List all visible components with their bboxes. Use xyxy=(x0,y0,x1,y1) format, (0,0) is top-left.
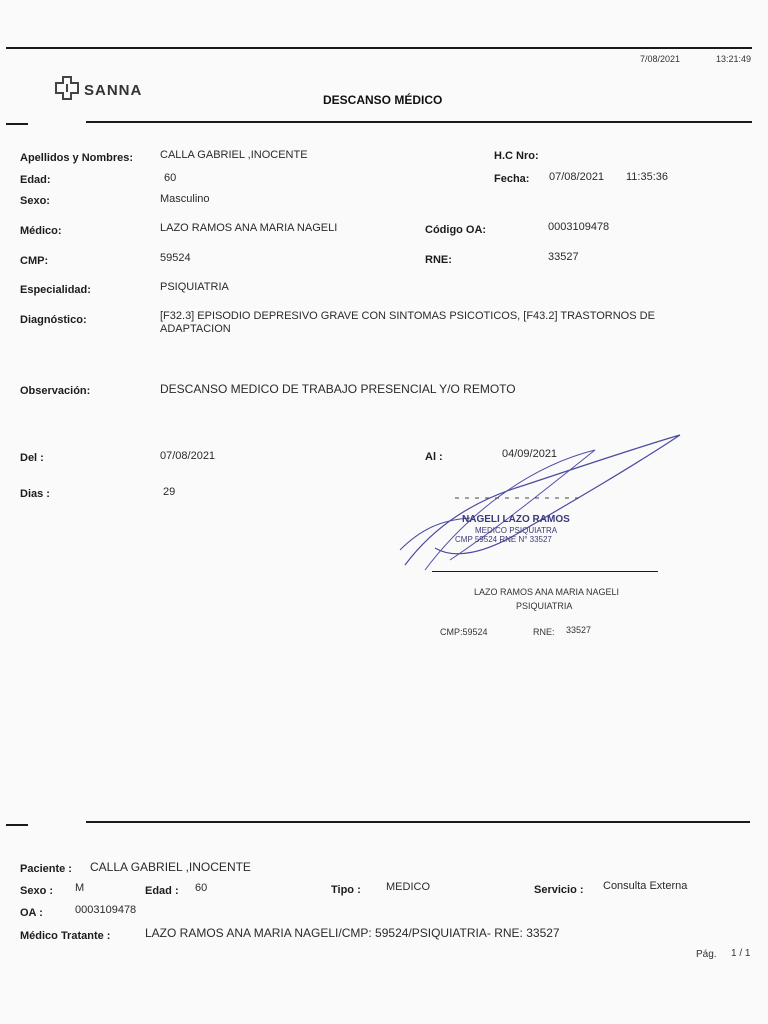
signature-area xyxy=(395,430,695,585)
rne-value: 33527 xyxy=(548,251,579,263)
footer-service-label: Servicio : xyxy=(534,884,584,896)
page-number: 1 / 1 xyxy=(731,948,751,959)
page-label: Pág. xyxy=(696,949,717,960)
specialty-value: PSIQUIATRIA xyxy=(160,281,229,293)
footer-rule-left xyxy=(6,824,28,826)
print-time: 13:21:49 xyxy=(716,54,752,64)
observation-label: Observación: xyxy=(20,385,91,397)
diagnosis-label: Diagnóstico: xyxy=(20,314,87,326)
top-rule xyxy=(6,47,752,49)
hc-label: H.C Nro: xyxy=(494,150,539,162)
specialty-label: Especialidad: xyxy=(20,284,91,296)
to-value: 04/09/2021 xyxy=(502,448,558,460)
age-label: Edad: xyxy=(20,174,51,186)
cmp-label: CMP: xyxy=(20,255,49,267)
footer-oa-label: OA : xyxy=(20,907,43,919)
footer-patient: CALLA GABRIEL ,INOCENTE xyxy=(90,860,251,874)
handwritten-signature xyxy=(395,430,695,580)
footer-sex-label: Sexo : xyxy=(20,885,54,897)
rne-label: RNE: xyxy=(425,254,452,266)
footer-rule xyxy=(86,821,750,823)
stamp-line-1: NAGELI LAZO RAMOS xyxy=(462,514,570,525)
footer-type: MEDICO xyxy=(386,881,430,893)
brand-logo xyxy=(54,76,142,105)
sex-value: Masculino xyxy=(160,193,210,205)
doctor-label: Médico: xyxy=(20,225,62,237)
signature-rne-label: RNE: xyxy=(533,627,555,637)
cmp-value: 59524 xyxy=(160,252,191,264)
to-label: Al : xyxy=(425,451,443,463)
document-title: DESCANSO MÉDICO xyxy=(323,93,443,107)
stamp-line-2: MEDICO PSIQUIATRA xyxy=(475,526,558,535)
brand-name: SANNA xyxy=(84,82,143,99)
signature-line xyxy=(432,571,658,572)
footer-type-label: Tipo : xyxy=(331,884,361,896)
from-label: Del : xyxy=(20,452,44,464)
header-rule-left xyxy=(6,123,28,125)
signature-cmp: CMP:59524 xyxy=(440,627,488,637)
print-date: 7/08/2021 xyxy=(640,54,681,64)
stamp-line-3: CMP 59524 RNE N° 33527 xyxy=(455,535,552,544)
footer-doctor: LAZO RAMOS ANA MARIA NAGELI/CMP: 59524/PSIQUIATRIA- RNE: 33527 xyxy=(145,926,560,940)
date-label: Fecha: xyxy=(494,173,530,185)
age-value: 60 xyxy=(164,172,177,184)
oa-code-label: Código OA: xyxy=(425,224,487,236)
sanna-cross-logo-icon xyxy=(54,76,80,105)
footer-oa: 0003109478 xyxy=(75,904,137,916)
observation-text: DESCANSO MEDICO DE TRABAJO PRESENCIAL Y/O REMOTO xyxy=(160,382,516,396)
footer-patient-label: Paciente : xyxy=(20,863,72,875)
footer-sex: M xyxy=(75,882,85,894)
signature-rne: 33527 xyxy=(566,625,592,635)
patient-name-label: Apellidos y Nombres: xyxy=(20,152,134,164)
date-value: 07/08/2021 xyxy=(549,171,605,183)
diagnosis-text: [F32.3] EPISODIO DEPRESIVO GRAVE CON SINTOMAS PSICOTICOS, [F43.2] TRASTORNOS DE ADAPTACION xyxy=(160,310,655,335)
header-rule xyxy=(86,121,752,123)
footer-service: Consulta Externa xyxy=(603,880,688,892)
footer-doctor-label: Médico Tratante : xyxy=(20,930,111,942)
footer-age: 60 xyxy=(195,882,208,894)
footer-age-label: Edad : xyxy=(145,885,179,897)
signature-specialty: PSIQUIATRIA xyxy=(516,601,573,611)
patient-name: CALLA GABRIEL ,INOCENTE xyxy=(160,149,308,161)
from-value: 07/08/2021 xyxy=(160,450,216,462)
time-value: 11:35:36 xyxy=(626,171,669,183)
days-label: Dias : xyxy=(20,488,50,500)
sex-label: Sexo: xyxy=(20,195,50,207)
signature-doctor-name: LAZO RAMOS ANA MARIA NAGELI xyxy=(474,587,620,597)
doctor-name: LAZO RAMOS ANA MARIA NAGELI xyxy=(160,222,338,234)
days-value: 29 xyxy=(163,486,176,498)
oa-code-value: 0003109478 xyxy=(548,221,610,233)
